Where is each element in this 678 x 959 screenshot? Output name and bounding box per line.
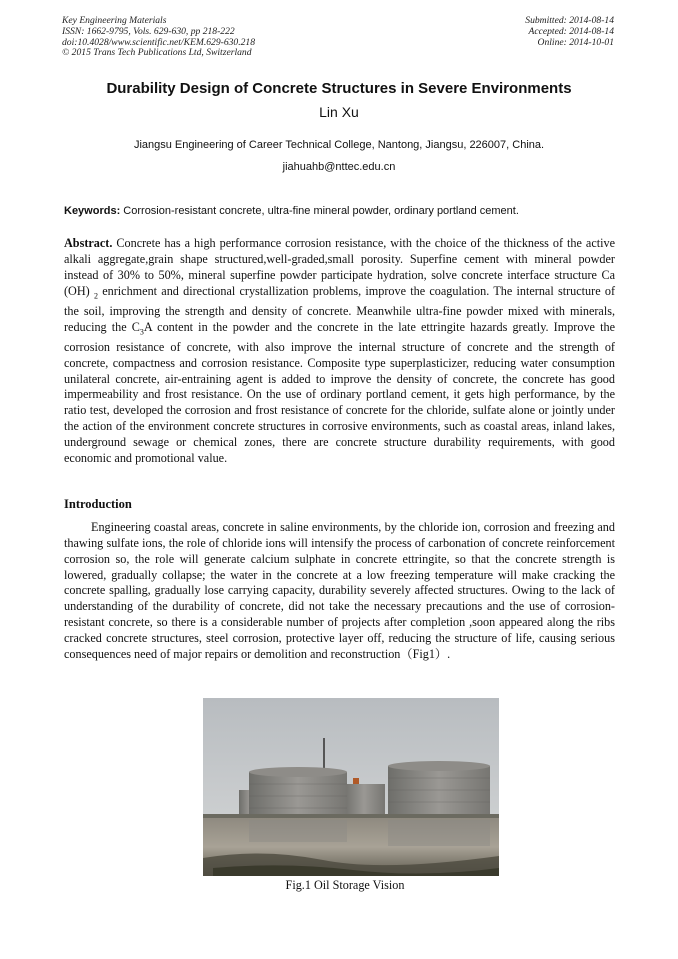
keywords — [64, 205, 616, 217]
affiliation: Jiangsu Engineering of Career Technical College, Nantong, Jiangsu, 226007, China. — [133, 139, 545, 151]
abstract — [64, 236, 615, 467]
header-right — [525, 16, 614, 48]
figure-oil-storage-photo — [203, 698, 499, 876]
abstract-text-b: enrichment and directional crystallization problems, improve the coagulation. The internal structure of the soil, improving the strength and density of concrete. Meanwhile ultra-fine powder mixed with minerals, reducing the C — [64, 283, 616, 334]
abstract-text-c: A content in the powder and the concrete in the late ettringite hazards greatly. Improve the corrosion resistance of concrete, with also improve the internal structure of concrete and the strength of concrete, compactness and corrosion resistance. Composite type superplasticizer, reducing water consumption unilateral concrete, air-entraining agent is added to improve the density of concrete, the concrete has good impermeability and frost resistance. On the use of ordinary portland cement, it gets high performance, by the ratio test, developed the corrosion and frost resistance of concrete for the chloride, sulfate alone or jointly under the action of the environment concrete structures in corrosive environments, such as coastal areas, inland lakes, underground sewage or chemical zones, there are concrete structure durability requirements, with good economic and promotional value. — [64, 319, 615, 465]
online-date: Online: 2014-10-01 — [537, 36, 614, 48]
author: Lin Xu — [319, 104, 359, 120]
abstract-text-a: Concrete has a high performance corrosion resistance, with the choice of the thickness of the active alkali aggregate,grain shape structured,well-graded,small porosity. Superfine cement with mineral powder instead of 30% to 50%, mineral superfine powder participate hydration, solve concrete interface structure Ca (OH) — [64, 236, 615, 298]
header-left — [62, 16, 255, 59]
abstract-subscript-3: 3 — [139, 327, 144, 337]
figure-caption: Fig.1 Oil Storage Vision — [285, 878, 405, 892]
issn: ISSN: 1662-9795, Vols. 629-630, pp 218-222 — [62, 25, 235, 37]
paper-title: Durability Design of Concrete Structures in Severe Environments — [106, 80, 572, 97]
journal-name: Key Engineering Materials — [62, 15, 167, 26]
abstract-subscript-2: 2 — [93, 290, 98, 300]
abstract-label: Abstract. — [64, 236, 113, 250]
doi: doi:10.4028/www.scientific.net/KEM.629-630.218 — [62, 36, 256, 48]
keywords-text: Corrosion-resistant concrete, ultra-fine mineral powder, ordinary portland cement. — [120, 205, 519, 217]
introduction-heading: Introduction — [64, 497, 132, 511]
email: jiahuahb@nttec.edu.cn — [282, 161, 396, 173]
accepted-date: Accepted: 2014-08-14 — [528, 25, 614, 37]
introduction-text: Engineering coastal areas, concrete in saline environments, by the chloride ion, corrosion and freezing and thawing sulfate ions, the role of chloride ions will intensify the process of carbonation of concrete reinforcement corrosion so, the role will generate calcium sulphate in concrete ettringite, so that the concrete strength is lowered, gradually collapse; the water in the concrete at a low freezing temperature will make cracking the concrete spalling, gradually lose carrying capacity, durability severely affected structures. Owing to the lack of understanding of the durability of concrete, did not take the necessary precautions and the use of corrosion-resistant concrete, so there is a considerable number of projects after completion ,soon appeared along the ribs cracked concrete structures, steel corrosion, protective layer off, reducing the structure of life, causing serious consequences need of major repairs or demolition and reconstruction（Fig1）. — [64, 520, 615, 661]
copyright: © 2015 Trans Tech Publications Ltd, Switzerland — [62, 47, 252, 59]
submitted-date: Submitted: 2014-08-14 — [525, 15, 614, 26]
keywords-label: Keywords: — [64, 205, 121, 217]
